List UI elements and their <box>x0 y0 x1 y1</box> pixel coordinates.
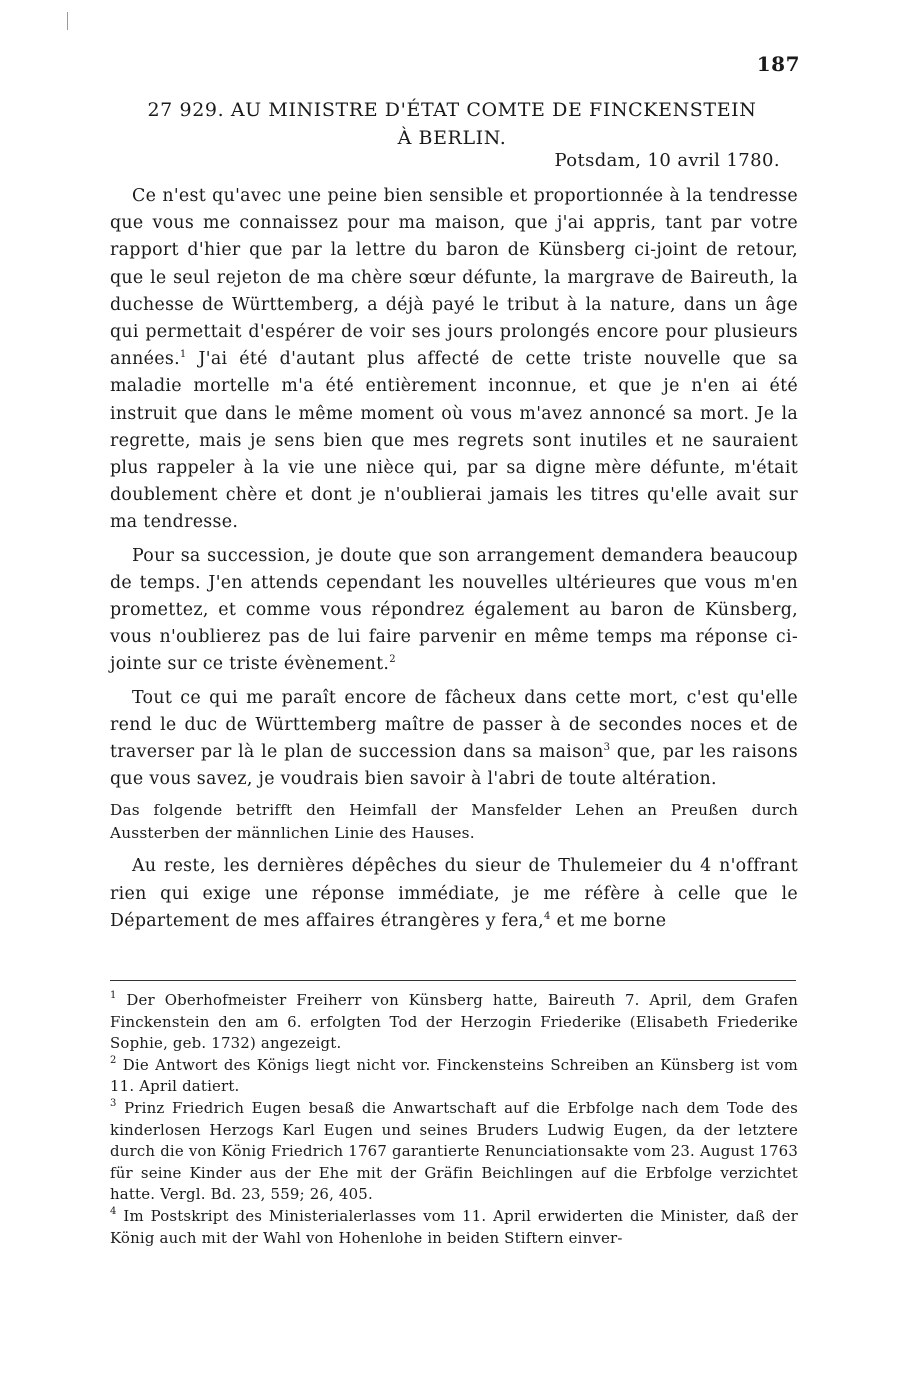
footnote <box>110 1206 798 1249</box>
letter-title-line: À BERLIN. <box>397 127 507 149</box>
paragraph-text: J'ai été d'autant plus affecté de cette triste nouvelle que sa maladie mortelle m'a été entièrement inconnue, et que je n'en ai été instruit que dans le même moment où vous m'avez annoncé sa mort. Je la regrette, mais je sens bien que mes regrets sont inutiles et ne sauraient plus rappeler à la vie une nièce qui, par sa digne mère défunte, m'était doublement chère et dont je n'oublierai jamais les titres qu'elle avait sur ma tendresse. <box>110 349 798 533</box>
paragraph <box>110 685 798 794</box>
dateline: Potsdam, 10 avril 1780. <box>554 150 780 171</box>
footnote-text: Prinz Friedrich Eugen besaß die Anwartschaft auf die Erbfolge nach dem Tode des kinderlosen Herzogs Karl Eugen und seines Bruders Ludwig Eugen, da der letztere durch die von König Friedrich 1767 garantierte Renunciationsakte vom 23. August 1763 für seine Kinder aus der Ehe mit der Gräfin Beichlingen auf die Erbfolge verzichtet hatte. Vergl. Bd. 23, 559; 26, 405. <box>110 1098 798 1204</box>
letter-title-line: 27 929. AU MINISTRE D'ÉTAT COMTE DE FINCKENSTEIN <box>147 99 757 121</box>
paragraph-text: Pour sa succession, je doute que son arrangement demandera beaucoup de temps. J'en attends cependant les nouvelles ultérieures que vous m'en promettez, et comme vous répondrez également au baron de Künsberg, vous n'oublierez pas de lui faire parvenir en même temps ma réponse ci-jointe sur ce triste évènement. <box>110 545 798 675</box>
scan-margin-mark <box>67 12 68 30</box>
paragraph-text: que, par les raisons que vous savez, je voudrais bien savoir à l'abri de toute altération. <box>110 742 798 790</box>
footnote-marker: 3 <box>110 1097 117 1109</box>
paragraph-text: et me borne <box>550 910 667 931</box>
paragraph <box>110 183 798 537</box>
footnote-text: Im Postskript des Ministerialerlasses vom 11. April erwiderten die Minister, daß der König auch mit der Wahl von Hohenlohe in beiden Stiftern einver- <box>110 1206 798 1247</box>
footnote-reference: 2 <box>389 654 396 666</box>
letter-body <box>110 183 798 935</box>
paragraph-text: Tout ce qui me paraît encore de fâcheux dans cette mort, c'est qu'elle rend le duc de Württemberg maître de passer à de secondes noces et de traverser par là le plan de succession dans sa maison <box>110 687 798 763</box>
paragraph-text: Au reste, les dernières dépêches du sieur de Thulemeier du 4 n'offrant rien qui exige une réponse immédiate, je me réfère à celle que le Département de mes affaires étrangères y fera, <box>110 856 798 931</box>
footnote-reference: 4 <box>543 910 551 922</box>
footnote-marker: 1 <box>110 990 117 1001</box>
footnote <box>110 1055 798 1098</box>
paragraph-text: Ce n'est qu'avec une peine bien sensible et proportionnée à la tendresse que vous me connaissez pour ma maison, que j'ai appris, tant par votre rapport d'hier que par la lettre du baron de Künsberg ci-joint de retour, que le seul rejeton de ma chère sœur défunte, la margrave de Baireuth, la duchesse de Württemberg, a déjà payé le tribut à la nature, dans un âge qui permettait d'espérer de voir ses jours prolongés encore pour plusieurs années. <box>110 186 798 370</box>
footnote-reference: 3 <box>603 742 611 754</box>
letter-title <box>110 96 794 152</box>
footnotes <box>110 990 798 1249</box>
editorial-note: Das folgende betrifft den Heimfall der Mansfelder Lehen an Preußen durch Aussterben der männlichen Linie des Hauses. <box>110 801 798 843</box>
page-number: 187 <box>756 52 800 76</box>
footnote-marker: 4 <box>110 1205 117 1217</box>
footnote-marker: 2 <box>110 1054 117 1066</box>
footnote-text: Die Antwort des Königs liegt nicht vor. Finckensteins Schreiben an Künsberg ist vom 11. April datiert. <box>110 1055 798 1096</box>
footnote <box>110 1098 798 1206</box>
footnote-divider <box>110 980 796 981</box>
footnote-text: Der Oberhofmeister Freiherr von Künsberg hatte, Baireuth 7. April, dem Grafen Finckenstein den am 6. erfolgten Tod der Herzogin Friederike (Elisabeth Friederike Sophie, geb. 1732) angezeigt. <box>110 991 798 1053</box>
footnote <box>110 990 798 1055</box>
footnote-reference: 1 <box>179 349 187 361</box>
paragraph <box>110 853 798 935</box>
paragraph <box>110 543 798 679</box>
